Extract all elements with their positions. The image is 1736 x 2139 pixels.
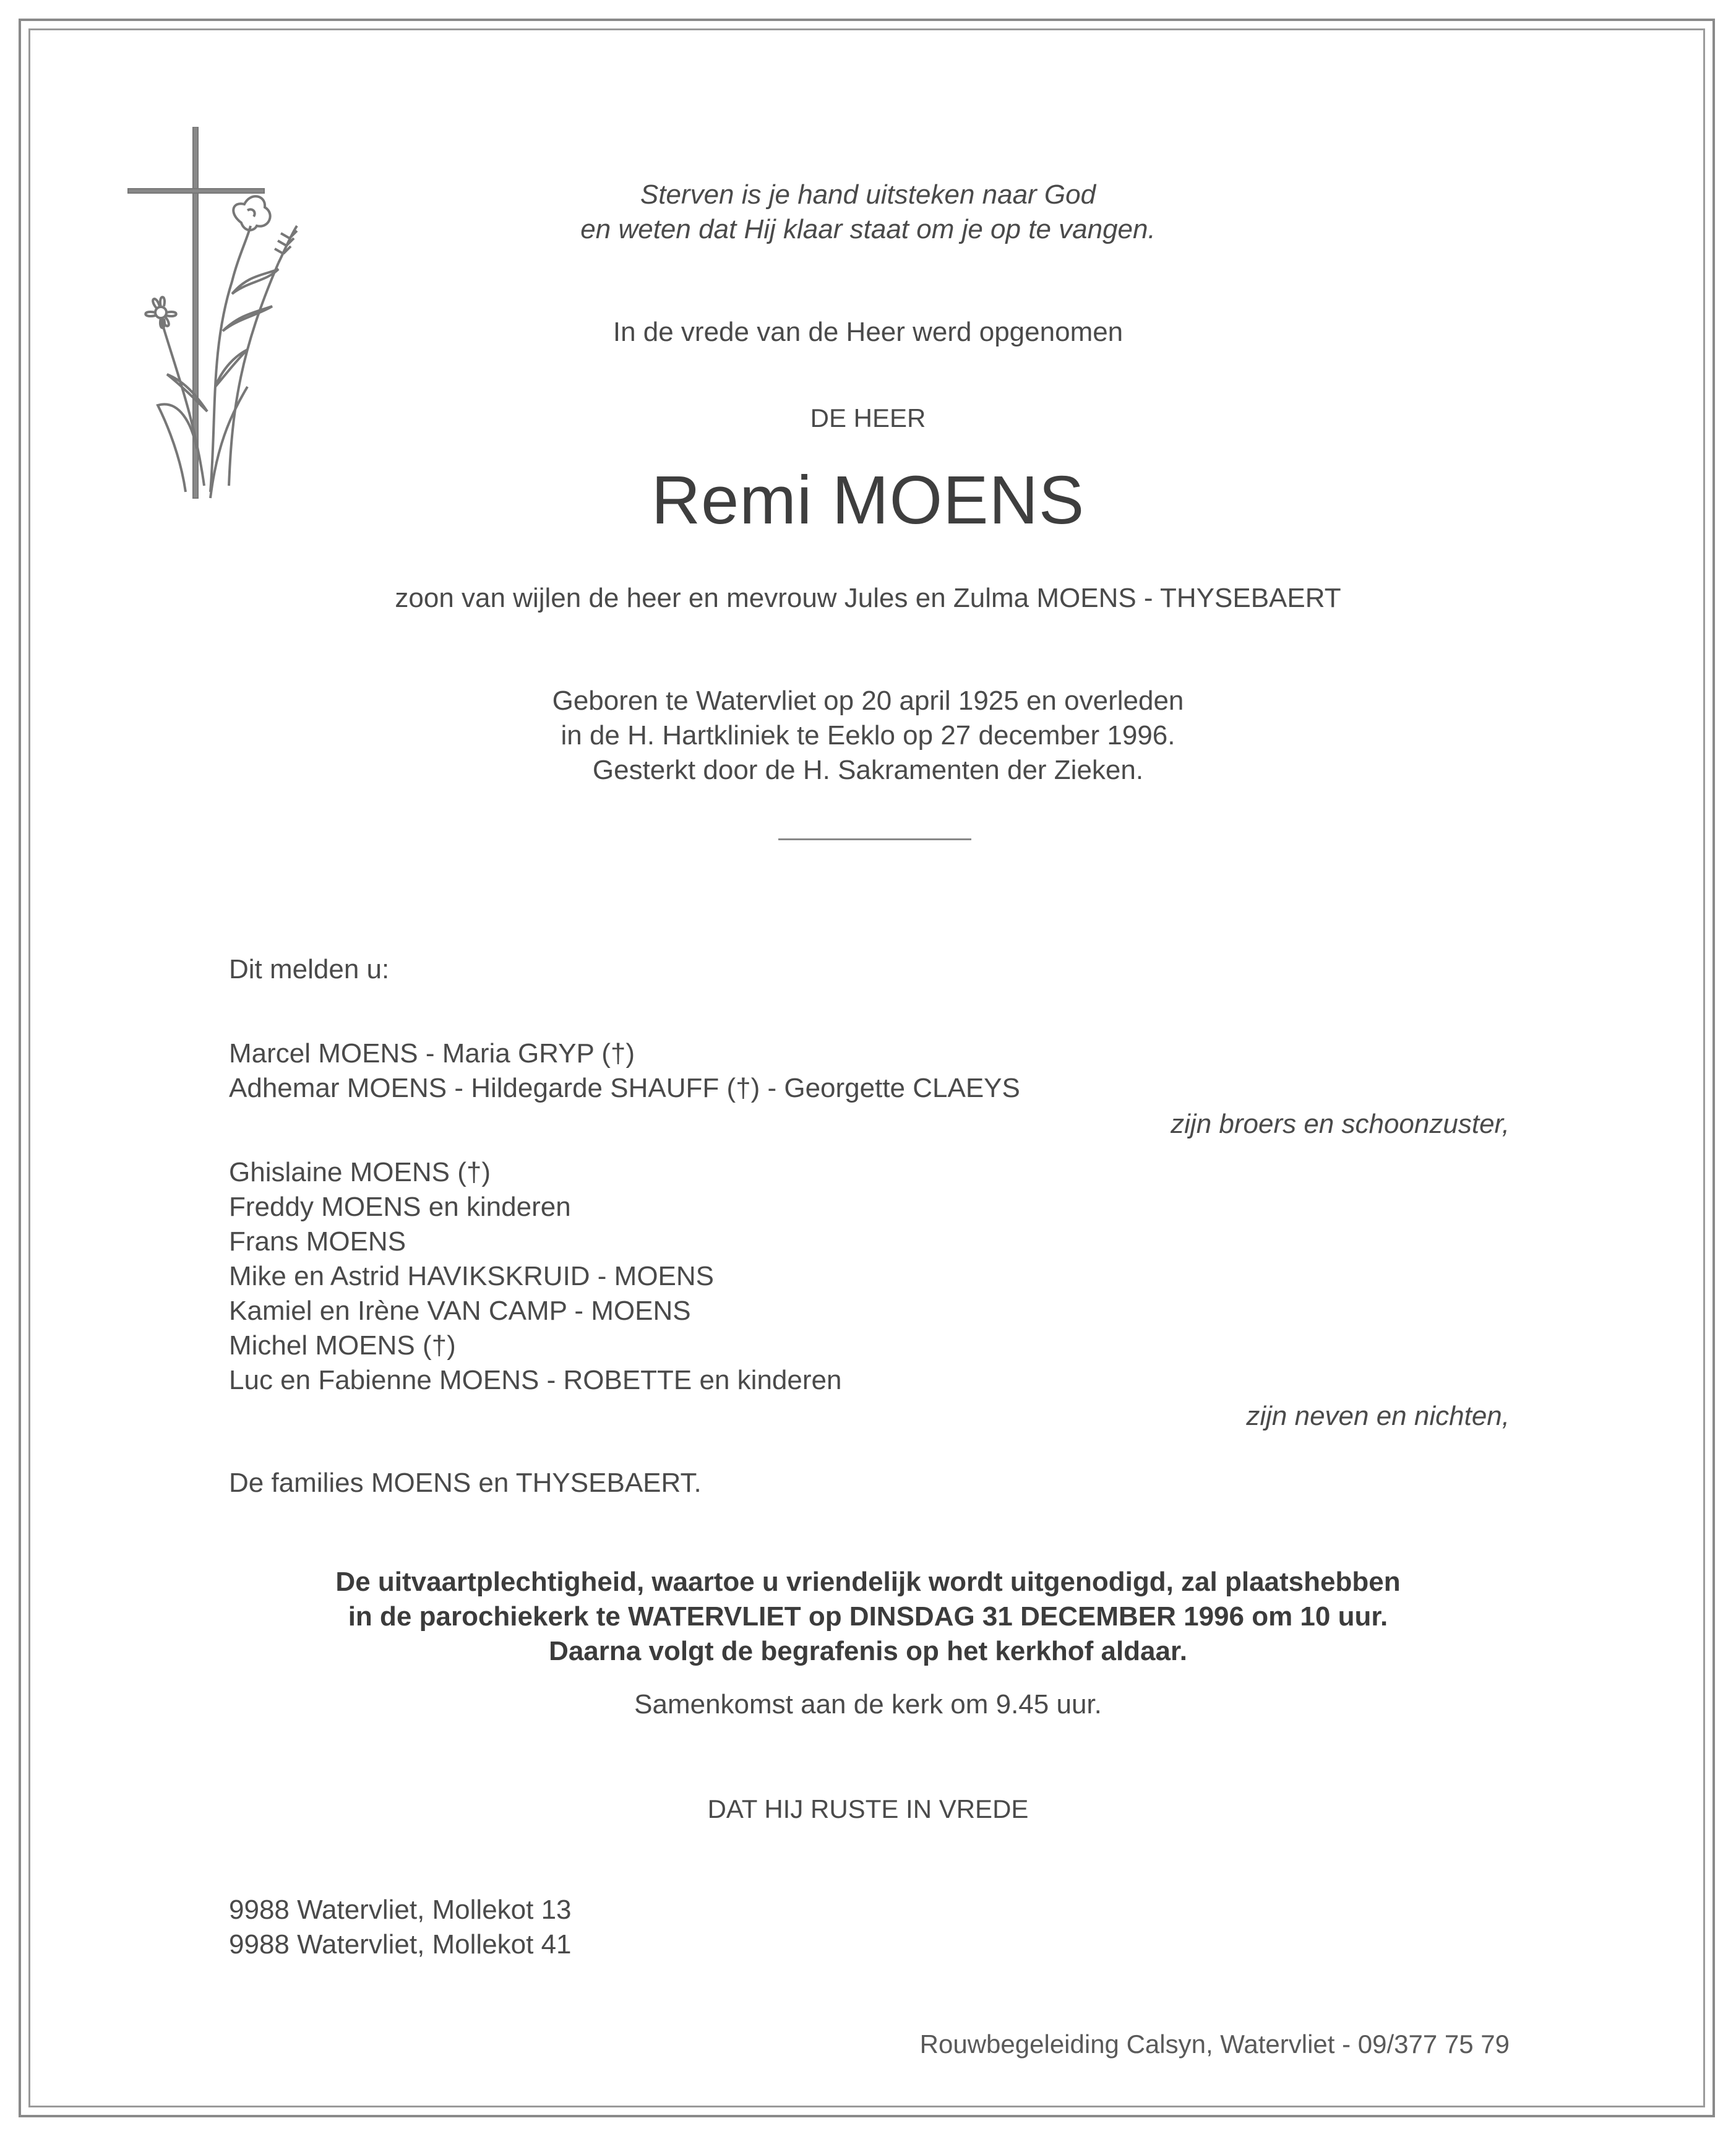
- cousin-line: Michel MOENS (†): [229, 1330, 456, 1361]
- address-line: 9988 Watervliet, Mollekot 13: [229, 1895, 572, 1925]
- funeral-line-2: in de parochiekerk te WATERVLIET op DINSDAG 31 DECEMBER 1996 om 10 uur.: [348, 1601, 1388, 1632]
- cousin-line: Ghislaine MOENS (†): [229, 1157, 491, 1187]
- undertaker-text: Rouwbegeleiding Calsyn, Watervliet - 09/377 75 79: [919, 2029, 1510, 2059]
- birth-death-line-1: Geboren te Watervliet op 20 april 1925 en overleden: [552, 686, 1184, 716]
- announce-text: Dit melden u:: [229, 954, 390, 984]
- deceased-name: Remi MOENS: [651, 462, 1085, 538]
- cousin-line: Kamiel en Irène VAN CAMP - MOENS: [229, 1296, 691, 1326]
- funeral-line-1: De uitvaartplechtigheid, waartoe u vriendelijk wordt uitgenodigd, zal plaatshebben: [335, 1567, 1401, 1597]
- parents-text: zoon van wijlen de heer en mevrouw Jules en Zulma MOENS - THYSEBAERT: [395, 583, 1341, 613]
- sibling-line: Marcel MOENS - Maria GRYP (†): [229, 1038, 635, 1069]
- address-line: 9988 Watervliet, Mollekot 41: [229, 1929, 572, 1960]
- rest-text: DAT HIJ RUSTE IN VREDE: [707, 1794, 1029, 1823]
- birth-death-line-3: Gesterkt door de H. Sakramenten der Zieken.: [592, 755, 1144, 785]
- birth-death-line-2: in de H. Hartkliniek te Eeklo op 27 december 1996.: [561, 720, 1175, 751]
- cousin-line: Frans MOENS: [229, 1226, 406, 1257]
- sibling-line: Adhemar MOENS - Hildegarde SHAUFF (†) - Georgette CLAEYS: [229, 1073, 1020, 1103]
- gathering-text: Samenkomst aan de kerk om 9.45 uur.: [634, 1689, 1102, 1719]
- title-text: DE HEER: [810, 403, 926, 433]
- families-text: De families MOENS en THYSEBAERT.: [229, 1468, 702, 1498]
- funeral-line-3: Daarna volgt de begrafenis op het kerkhof aldaar.: [549, 1636, 1187, 1666]
- separator-line: [778, 838, 971, 840]
- siblings-relation: zijn broers en schoonzuster,: [1171, 1109, 1510, 1139]
- cousin-line: Mike en Astrid HAVIKSKRUID - MOENS: [229, 1261, 715, 1291]
- intro-text: In de vrede van de Heer werd opgenomen: [612, 317, 1124, 347]
- cousins-relation: zijn neven en nichten,: [1246, 1401, 1510, 1431]
- cousin-line: Freddy MOENS en kinderen: [229, 1192, 571, 1222]
- cousin-line: Luc en Fabienne MOENS - ROBETTE en kinderen: [229, 1365, 842, 1395]
- verse-line-2: en weten dat Hij klaar staat om je op te vangen.: [580, 214, 1156, 244]
- verse-line-1: Sterven is je hand uitsteken naar God: [640, 179, 1096, 210]
